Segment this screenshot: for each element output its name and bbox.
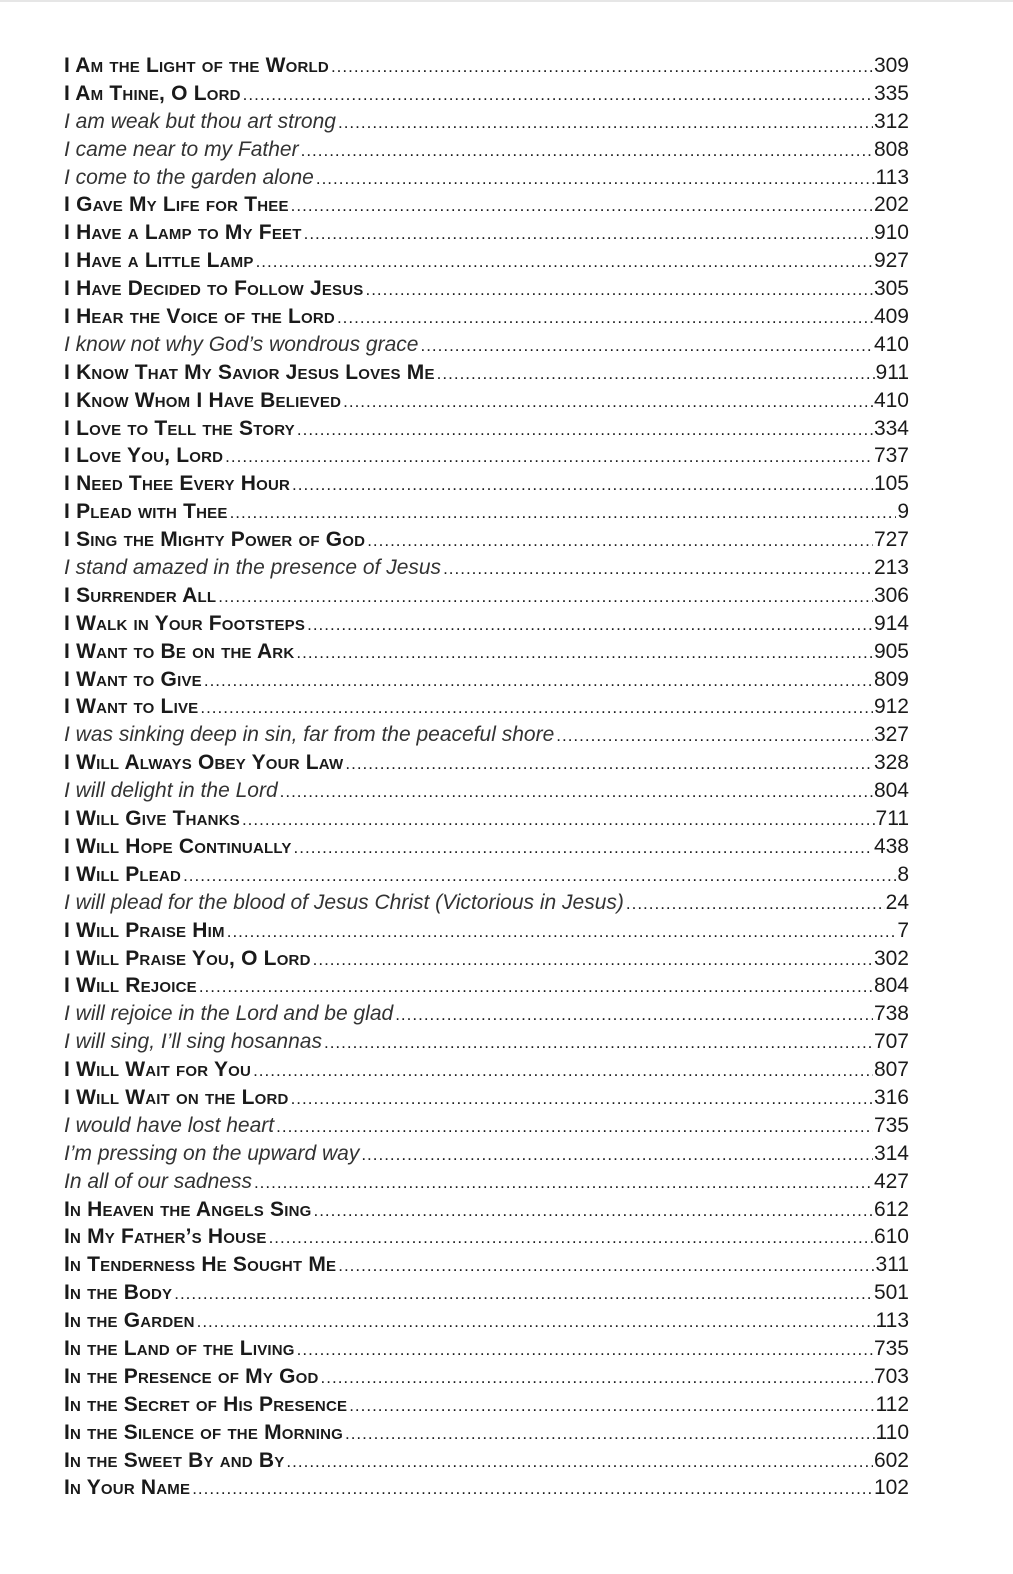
song-title: I Have a Little Lamp xyxy=(64,249,254,273)
dot-leader xyxy=(361,1141,873,1169)
page-number: 24 xyxy=(885,890,909,914)
dot-leader xyxy=(296,639,873,667)
page-number: 912 xyxy=(873,695,909,719)
dot-leader xyxy=(230,499,897,527)
page-number: 213 xyxy=(873,556,909,580)
index-entry xyxy=(64,1056,909,1084)
song-title: I Want to Live xyxy=(64,695,199,719)
index-entry xyxy=(64,219,909,247)
index-entry xyxy=(64,861,909,889)
song-title: I Will Praise Him xyxy=(64,918,225,942)
index-entry xyxy=(64,526,909,554)
dot-leader xyxy=(313,946,873,974)
index-entry xyxy=(64,1112,909,1140)
song-title: I Need Thee Every Hour xyxy=(64,472,291,496)
dot-leader xyxy=(227,918,897,946)
page-number: 7 xyxy=(897,918,909,942)
index-entry xyxy=(64,1474,909,1502)
index-entry xyxy=(64,1419,909,1447)
song-title: I Hear the Voice of the Lord xyxy=(64,305,335,329)
index-entry xyxy=(64,1251,909,1279)
page-number: 113 xyxy=(875,1309,909,1333)
index-entry xyxy=(64,303,909,331)
dot-leader xyxy=(297,1336,873,1364)
dot-leader xyxy=(556,722,873,750)
index-entry xyxy=(64,415,909,443)
dot-leader xyxy=(286,1448,873,1476)
song-title: I Have Decided to Follow Jesus xyxy=(64,277,364,301)
index-entry xyxy=(64,191,909,219)
dot-leader xyxy=(253,1057,873,1085)
song-title: In My Father’s House xyxy=(64,1225,267,1249)
page-number: 410 xyxy=(873,388,909,412)
index-entry xyxy=(64,610,909,638)
dot-leader xyxy=(345,750,873,778)
song-title: I Will Give Thanks xyxy=(64,807,240,831)
index-entry xyxy=(64,917,909,945)
song-title: In Heaven the Angels Sing xyxy=(64,1197,312,1221)
song-title: I Love to Tell the Story xyxy=(64,416,295,440)
index-entry xyxy=(64,498,909,526)
hymn-index-list xyxy=(64,52,909,1502)
dot-leader xyxy=(316,165,875,193)
page-number: 9 xyxy=(897,500,909,524)
dot-leader xyxy=(242,806,875,834)
index-entry xyxy=(64,387,909,415)
song-title: I Surrender All xyxy=(64,583,217,607)
index-entry xyxy=(64,721,909,749)
dot-leader xyxy=(437,360,875,388)
page-number: 927 xyxy=(873,249,909,273)
song-title: I Will Rejoice xyxy=(64,974,197,998)
page-number: 737 xyxy=(873,444,909,468)
page-top-border xyxy=(0,0,1013,2)
dot-leader xyxy=(337,304,873,332)
dot-leader xyxy=(324,1029,873,1057)
index-entry xyxy=(64,833,909,861)
song-title: In the Sweet By and By xyxy=(64,1448,285,1472)
index-entry xyxy=(64,1307,909,1335)
dot-leader xyxy=(294,834,873,862)
index-entry xyxy=(64,1335,909,1363)
song-title: In the Secret of His Presence xyxy=(64,1392,348,1416)
page-number: 807 xyxy=(873,1058,909,1082)
dot-leader xyxy=(276,1113,873,1141)
index-entry xyxy=(64,442,909,470)
page-number: 112 xyxy=(875,1392,909,1416)
page-number: 602 xyxy=(873,1448,909,1472)
page-number: 804 xyxy=(873,779,909,803)
page-number: 105 xyxy=(873,472,909,496)
first-line-text: I’m pressing on the upward way xyxy=(64,1141,360,1165)
page-number: 910 xyxy=(873,221,909,245)
song-title: In Tenderness He Sought Me xyxy=(64,1253,337,1277)
index-entry xyxy=(64,108,909,136)
page-number: 306 xyxy=(873,583,909,607)
index-entry xyxy=(64,80,909,108)
song-title: I Am the Light of the World xyxy=(64,54,329,77)
index-entry xyxy=(64,666,909,694)
song-title: In the Silence of the Morning xyxy=(64,1420,343,1444)
song-title: I Walk in Your Footsteps xyxy=(64,611,306,635)
dot-leader xyxy=(313,1197,872,1225)
dot-leader xyxy=(280,778,873,806)
page-number: 327 xyxy=(873,723,909,747)
dot-leader xyxy=(174,1280,873,1308)
index-entry xyxy=(64,1140,909,1168)
song-title: I Will Wait on the Lord xyxy=(64,1085,289,1109)
dot-leader xyxy=(349,1392,874,1420)
dot-leader xyxy=(395,1001,873,1029)
song-title: I Want to Give xyxy=(64,667,202,691)
dot-leader xyxy=(199,973,873,1001)
index-entry xyxy=(64,582,909,610)
page-number: 735 xyxy=(873,1113,909,1137)
index-entry xyxy=(64,777,909,805)
page-number: 328 xyxy=(873,751,909,775)
dot-leader xyxy=(200,694,873,722)
page-number: 309 xyxy=(873,54,909,77)
dot-leader xyxy=(301,137,873,165)
dot-leader xyxy=(321,1364,873,1392)
page-number: 335 xyxy=(873,81,909,105)
index-entry xyxy=(64,693,909,721)
dot-leader xyxy=(183,862,896,890)
index-entry xyxy=(64,331,909,359)
page-number: 334 xyxy=(873,416,909,440)
first-line-text: I will plead for the blood of Jesus Christ (Victorious in Jesus) xyxy=(64,890,624,914)
dot-leader xyxy=(304,220,873,248)
first-line-text: I will sing, I’ll sing hosannas xyxy=(64,1030,322,1054)
page-number: 202 xyxy=(873,193,909,217)
song-title: I Will Hope Continually xyxy=(64,834,292,858)
first-line-text: I know not why God’s wondrous grace xyxy=(64,332,419,356)
dot-leader xyxy=(192,1475,873,1503)
page-number: 409 xyxy=(873,305,909,329)
dot-leader xyxy=(204,667,873,695)
dot-leader xyxy=(292,471,873,499)
index-entry xyxy=(64,972,909,1000)
page-number: 735 xyxy=(873,1336,909,1360)
index-entry xyxy=(64,275,909,303)
song-title: I Know That My Savior Jesus Loves Me xyxy=(64,360,435,384)
song-title: In the Presence of My God xyxy=(64,1364,319,1388)
page-number: 610 xyxy=(873,1225,909,1249)
dot-leader xyxy=(291,192,873,220)
dot-leader xyxy=(365,276,872,304)
page-number: 738 xyxy=(873,1002,909,1026)
first-line-text: I would have lost heart xyxy=(64,1113,275,1137)
page-number: 501 xyxy=(873,1281,909,1305)
dot-leader xyxy=(297,416,873,444)
song-title: I Am Thine, O Lord xyxy=(64,81,241,105)
index-entry xyxy=(64,805,909,833)
page-number: 102 xyxy=(873,1476,909,1500)
page-number: 612 xyxy=(873,1197,909,1221)
song-title: I Want to Be on the Ark xyxy=(64,639,295,663)
first-line-text: In all of our sadness xyxy=(64,1169,252,1193)
index-entry xyxy=(64,1447,909,1475)
first-line-text: I came near to my Father xyxy=(64,137,299,161)
page-number: 914 xyxy=(873,611,909,635)
dot-leader xyxy=(197,1308,875,1336)
index-entry xyxy=(64,1028,909,1056)
page-number: 438 xyxy=(873,834,909,858)
dot-leader xyxy=(443,555,873,583)
index-entry xyxy=(64,1363,909,1391)
dot-leader xyxy=(420,332,872,360)
song-title: I Gave My Life for Thee xyxy=(64,193,289,217)
song-title: I Sing the Mighty Power of God xyxy=(64,528,366,552)
song-title: I Have a Lamp to My Feet xyxy=(64,221,302,245)
index-entry xyxy=(64,1084,909,1112)
index-entry xyxy=(64,1000,909,1028)
page-number: 410 xyxy=(873,332,909,356)
page-number: 312 xyxy=(873,109,909,133)
page-number: 427 xyxy=(873,1169,909,1193)
index-entry xyxy=(64,1196,909,1224)
page-number: 703 xyxy=(873,1364,909,1388)
song-title: In the Land of the Living xyxy=(64,1336,295,1360)
index-entry xyxy=(64,359,909,387)
index-entry xyxy=(64,1223,909,1251)
page-number: 809 xyxy=(873,667,909,691)
index-entry xyxy=(64,247,909,275)
song-title: I Will Wait for You xyxy=(64,1058,252,1082)
dot-leader xyxy=(343,388,873,416)
first-line-text: I will rejoice in the Lord and be glad xyxy=(64,1002,394,1026)
index-entry xyxy=(64,1168,909,1196)
first-line-text: I am weak but thou art strong xyxy=(64,109,336,133)
page-number: 804 xyxy=(873,974,909,998)
song-title: In the Garden xyxy=(64,1309,195,1333)
index-entry xyxy=(64,52,909,80)
page-number: 314 xyxy=(873,1141,909,1165)
dot-leader xyxy=(243,81,873,109)
dot-leader xyxy=(345,1420,875,1448)
first-line-text: I will delight in the Lord xyxy=(64,779,278,803)
first-line-text: I stand amazed in the presence of Jesus xyxy=(64,556,442,580)
song-title: In the Body xyxy=(64,1281,173,1305)
page-number: 8 xyxy=(897,862,909,886)
dot-leader xyxy=(338,1252,874,1280)
dot-leader xyxy=(225,443,873,471)
dot-leader xyxy=(307,611,873,639)
song-title: I Plead with Thee xyxy=(64,500,228,524)
page-number: 727 xyxy=(873,528,909,552)
index-entry xyxy=(64,470,909,498)
song-title: I Will Always Obey Your Law xyxy=(64,751,344,775)
page-number: 311 xyxy=(875,1253,909,1277)
dot-leader xyxy=(218,583,873,611)
page-number: 808 xyxy=(873,137,909,161)
index-entry xyxy=(64,164,909,192)
page-number: 305 xyxy=(873,277,909,301)
dot-leader xyxy=(256,248,873,276)
dot-leader xyxy=(626,890,885,918)
index-entry xyxy=(64,889,909,917)
page-number: 302 xyxy=(873,946,909,970)
page-number: 110 xyxy=(875,1420,909,1444)
dot-leader xyxy=(254,1169,873,1197)
dot-leader xyxy=(367,527,873,555)
index-entry xyxy=(64,749,909,777)
page-number: 316 xyxy=(873,1085,909,1109)
song-title: I Know Whom I Have Believed xyxy=(64,388,342,412)
index-entry xyxy=(64,1391,909,1419)
song-title: I Will Praise You, O Lord xyxy=(64,946,311,970)
song-title: I Will Plead xyxy=(64,862,182,886)
page-number: 905 xyxy=(873,639,909,663)
page-number: 711 xyxy=(875,807,909,831)
dot-leader xyxy=(291,1085,873,1113)
dot-leader xyxy=(269,1224,873,1252)
index-entry xyxy=(64,945,909,973)
index-entry xyxy=(64,554,909,582)
dot-leader xyxy=(338,109,873,137)
song-title: I Love You, Lord xyxy=(64,444,224,468)
page-number: 707 xyxy=(873,1030,909,1054)
index-entry xyxy=(64,1279,909,1307)
index-entry xyxy=(64,638,909,666)
index-entry xyxy=(64,136,909,164)
song-title: In Your Name xyxy=(64,1476,191,1500)
page-number: 113 xyxy=(875,165,909,189)
first-line-text: I come to the garden alone xyxy=(64,165,314,189)
page-number: 911 xyxy=(875,360,909,384)
first-line-text: I was sinking deep in sin, far from the peaceful shore xyxy=(64,723,555,747)
dot-leader xyxy=(331,53,873,81)
